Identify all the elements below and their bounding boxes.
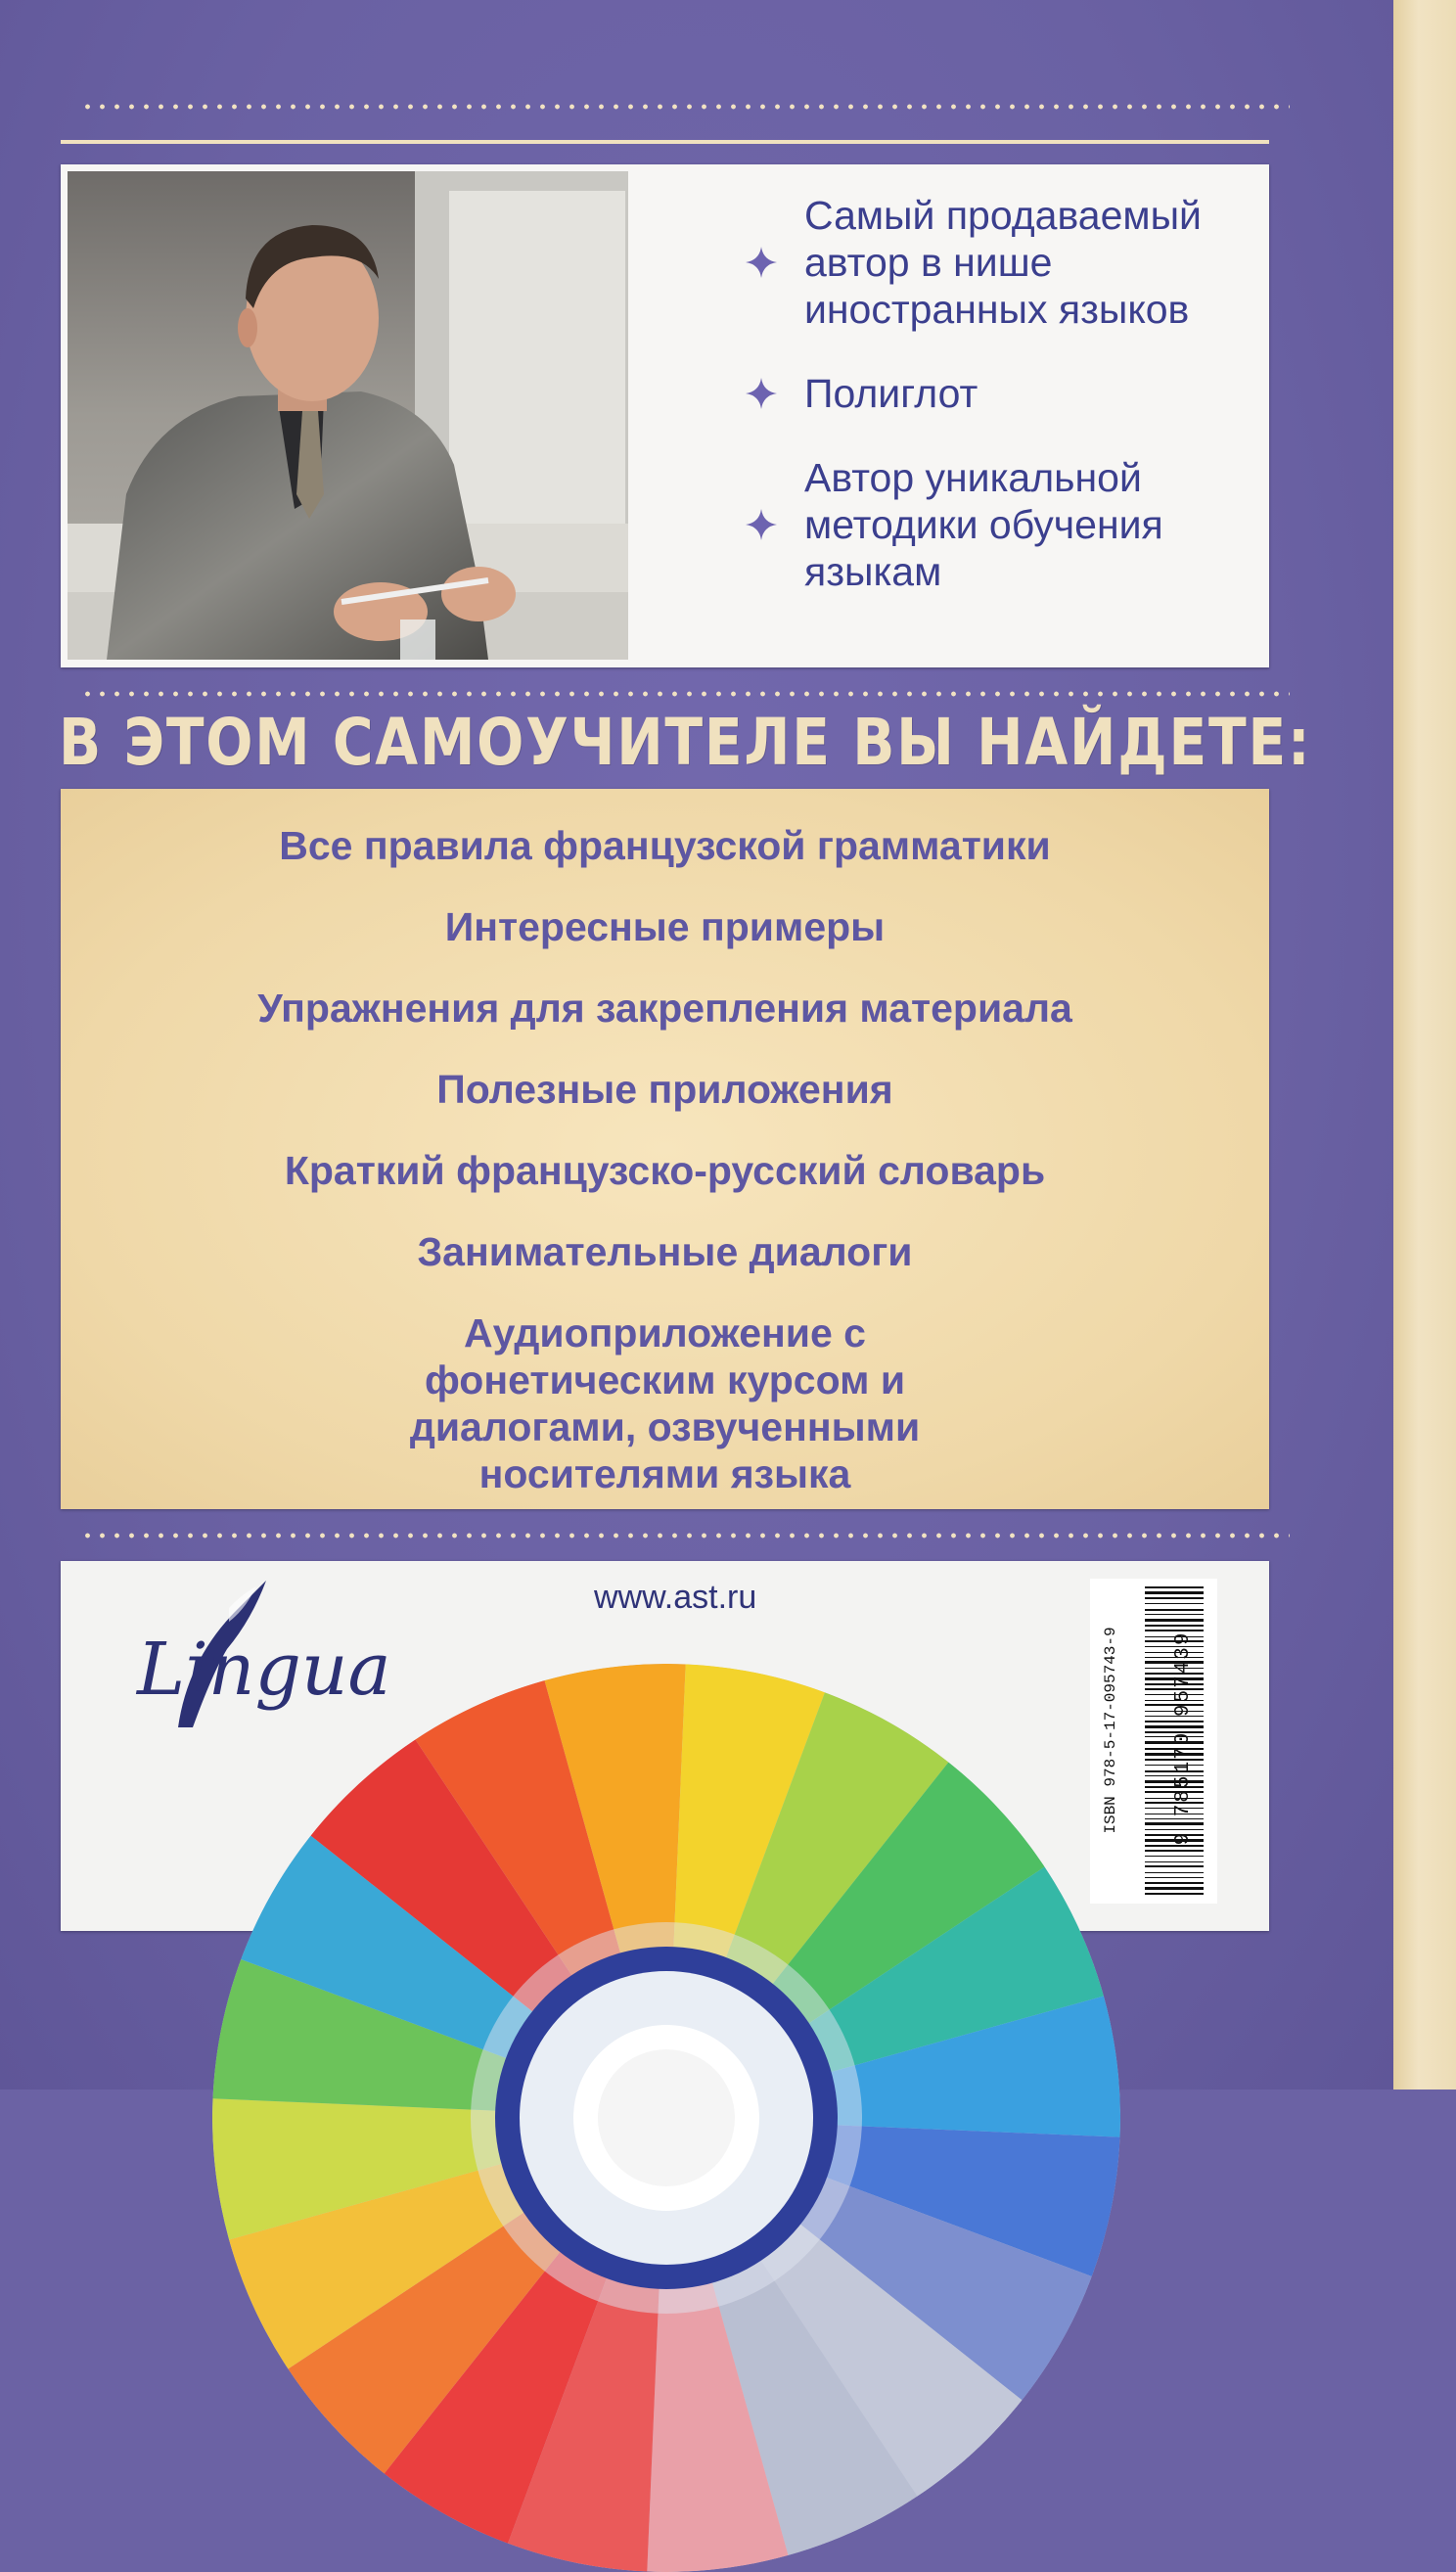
- cream-rule-top: [61, 140, 1269, 144]
- lingua-logo: [119, 1581, 391, 1737]
- feature-text: Самый продаваемый автор в нише иностранных языков: [804, 193, 1202, 332]
- spine-edge: [1393, 0, 1456, 2090]
- feature-text: Автор уникальной методики обучения языкам: [804, 455, 1163, 594]
- feature-text: Полиглот: [804, 371, 978, 416]
- isbn-label: ISBN 978-5-17-095743-9: [1102, 1627, 1119, 1834]
- four-point-star-icon: [744, 507, 779, 542]
- four-point-star-icon: [744, 245, 779, 280]
- four-point-star-icon: [744, 376, 779, 411]
- barcode-bar: [1145, 1893, 1204, 1895]
- contents-item: Краткий французско-русский словарь: [284, 1148, 1046, 1193]
- dotted-rule-top: [80, 104, 1290, 110]
- isbn-digits: 9 785170 957439: [1172, 1630, 1195, 1846]
- contents-item: Упражнения для закрепления материала: [257, 986, 1072, 1031]
- feature-item: [736, 370, 1264, 417]
- contents-item: Занимательные диалоги: [417, 1229, 913, 1274]
- author-photo: [68, 171, 628, 660]
- contents-item: Аудиоприложение с фонетическим курсом и диалогами, озвученными носителями языка: [409, 1310, 921, 1496]
- feature-item: [736, 454, 1264, 595]
- isbn-barcode: [1090, 1579, 1217, 1904]
- dotted-rule-middle: [80, 691, 1290, 697]
- cd-disc: [212, 1664, 1120, 2572]
- logo-text: Lingua: [137, 1628, 391, 1712]
- contents-item: Полезные приложения: [436, 1067, 893, 1112]
- contents-item: Все правила французской грамматики: [279, 823, 1051, 868]
- dotted-rule-bottom: [80, 1533, 1290, 1539]
- contents-panel: [61, 789, 1269, 1509]
- publisher-url[interactable]: www.ast.ru: [594, 1579, 757, 1616]
- contents-item: Интересные примеры: [444, 904, 886, 949]
- audio-cd: [212, 1664, 1120, 2572]
- author-panel: [61, 164, 1269, 667]
- section-heading: В ЭТОМ САМОУЧИТЕЛЕ ВЫ НАЙДЕТЕ:: [59, 705, 1312, 780]
- author-features-list: [736, 192, 1264, 632]
- contents-list: [61, 822, 1269, 1497]
- author-photo-illustration: [68, 171, 628, 660]
- feature-item: [736, 192, 1264, 333]
